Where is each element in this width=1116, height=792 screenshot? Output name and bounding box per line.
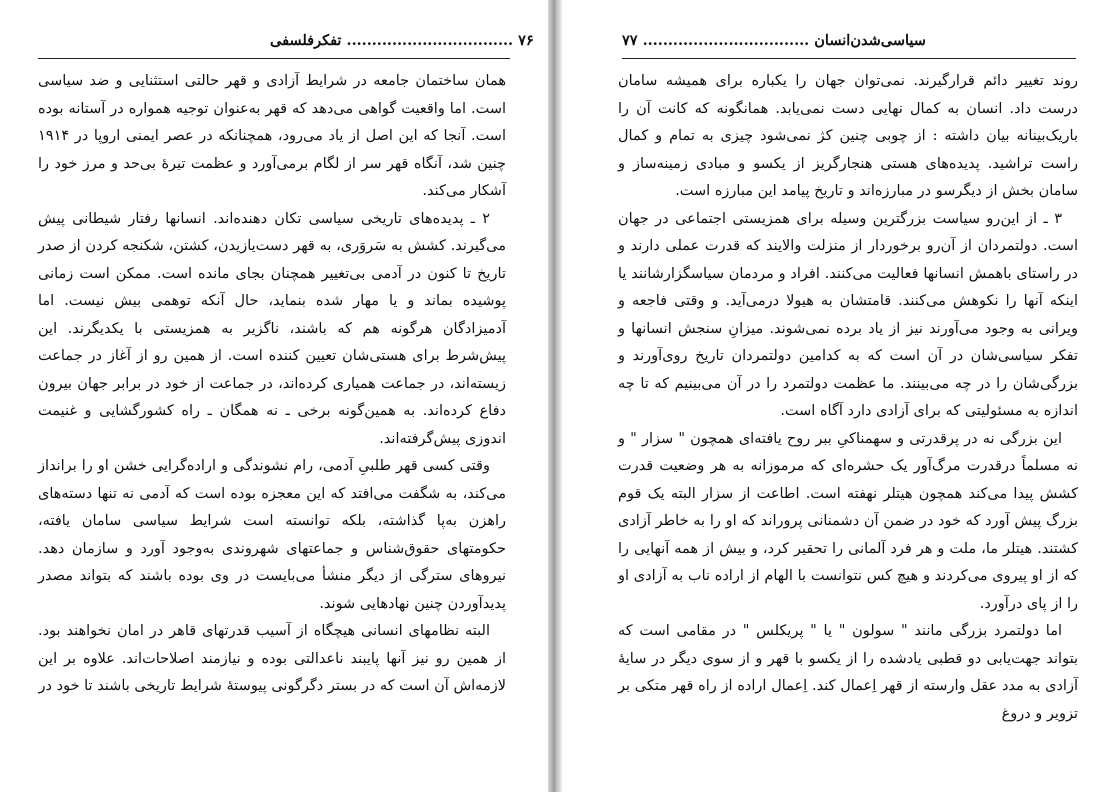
left-paragraph-1: همان ساختمان جامعه در شرایط آزادی و قهر حالتی استثنایی و ضد سیاسی است. اما واقعیت گواهی می‌دهد که قهر به‌عنوان توجیه همواره در آستانه بوده است. آنجا که این اصل از یاد می‌رود، همچنانکه در عصر ایمنی اروپا در ۱۹۱۴ چنین شد، آنگاه قهر سر از لگام برمی‌آورد و عظمت تیرهٔ بی‌حد و مرز خود را آشکار می‌کند.: [38, 73, 506, 199]
left-header-rule: [38, 58, 510, 59]
right-paragraph-3: این بزرگی نه در پرقدرتی و سهمناکیِ ببر روح یافته‌ای همچون " سزار " و نه مسلماً درقدرت مرگ‌آور یک حشره‌ای که مرموزانه به هر وضعیت قدرت کشش پیدا می‌کند همچون هیتلر نهفته است. اطاعت از سزار البته یک قوم بزرگ پیش آورد که خود در ضمن آن دشمنانی پروراند که او را به خاطر آزادی کشتند. هیتلر ما، ملت و هر فرد آلمانی را تحقیر کرد، و بیش از همه آنهایی را که از او پیروی می‌کردند و هیچ کس نتوانست با الهام از اراده ناب به آزادی او را از پای درآورد.: [618, 430, 1079, 612]
right-page: [562, 0, 1116, 792]
left-page: [0, 0, 548, 792]
right-paragraph-2: ۳ ـ از این‌رو سیاست بزرگترین وسیله برای همزیستی اجتماعی در جهان است. دولتمردان از آن‌رو برخوردار از منزلت والایند که قدرت عملی دارند و در راستای باهمش انسانها فعالیت می‌کنند. افراد و مردمان سیاسگزارشانند یا اینکه آنها را نکوهش می‌کنند. قامتشان به هیولا درمی‌آید. و وقتی فاجعه و ویرانی به وجود می‌آورند نیز از یاد برده نمی‌شوند. میزانِ سنجش انسانها و تفکر سیاسی‌شان در آن است که به کدامین دولتمردان تاریخ روی‌آورند و بزرگی‌شان را در چه می‌بینند. ما عظمت دولتمرد را در آن می‌بینیم که تا چه اندازه به مسئولیتی که برای آزادی دارد آگاه است.: [618, 210, 1078, 419]
right-page-body: [618, 68, 1078, 728]
book-gutter: [548, 0, 562, 792]
left-page-header: ۷۶ ................................. تفکرفلسفی: [270, 32, 534, 49]
right-paragraph-1: روند تغییر دائم قرارگیرند. نمی‌توان جهان را یکباره برای همیشه سامان درست داد. انسان به کمال نهایی دست نمی‌یابد. همانگونه که کانت آن را باریک‌بینانه بیان داشته : از چوبی چنین کژ نمی‌شود چیزی به تمام و کمال راست تراشید. پدیده‌های هستی هنجارگریز از یکسو و مبادی زمینه‌ساز و سامان بخش از دیگرسو در مبارزه‌اند و تاریخ پیامد این مبارزه است.: [618, 73, 1078, 199]
right-page-header: سیاسی‌شدن‌انسان ................................. ۷۷: [622, 32, 926, 49]
left-paragraph-2: ۲ ـ پدیده‌های تاریخی سیاسی تکان دهنده‌اند. انسانها رفتار شیطانی پیش می‌گیرند. کشش به سَروَری، به قهر دست‌یازیدن، کشتن، شکنجه کردن از صدر تاریخ تا کنون در آدمی بی‌تغییر همچنان بجای مانده است. ممکن است زمانی پوشیده بماند و یا مهار شده بنماید، حال آنکه توهمی بیش نیست. اما آدمیزادگان هرگونه هم که باشند، ناگزیر به همزیستی با یکدیگرند. این پیش‌شرط برای هستی‌شان تعیین کننده است. از همین رو از آغاز در جماعت زیسته‌اند، در جماعت همیاری کرده‌اند، در جماعت از خود در برابر جهان بیرون دفاع کرده‌اند. به همین‌گونه برخی ـ نه همگان ـ راه کشورگشایی و غنیمت اندوزی پیش‌گرفته‌اند.: [38, 210, 506, 447]
right-paragraph-4: اما دولتمرد بزرگی مانند " سولون " یا " پریکلس " در مقامی است که بتواند جهت‌یابی دو قطبی یادشده را از یکسو با قهر و از سوی دیگر در سایهٔ آزادی به مدد عقل وارسته از قهر اِعمال کند. اِعمال اراده از راه قهر متکی بر تزویر و دروغ: [618, 623, 1078, 722]
left-paragraph-3: وقتی کسی قهر طلبیِ آدمی، رام نشوندگی و اراده‌گرایی خشن او را برانداز می‌کند، به شگفت می‌افتد که این معجزه بوده است که آدمی نه تنها دسته‌های راهزن به‌پا گذاشته، بلکه توانسته است شرایط سیاسی سامان یافته، حکومتهای حقوق‌شناس و جماعتهای شهروندی به‌وجود آورد و سازمان دهد. نیروهای سترگی از دیگر منشأ می‌بایست در وی بوده باشند که بتواند مصدر پدیدآوردن چنین نهادهایی شوند.: [38, 458, 506, 612]
right-header-rule: [622, 58, 1076, 59]
left-paragraph-4: البته نظامهای انسانی هیچگاه از آسیب قدرتهای قاهر در امان نخواهند بود. از همین رو نیز آنها پایبند ناعدالتی بوده و نیازمند اصلاحات‌اند. علاوه بر این لازمه‌اش آن است که در بستر دگرگونی پیوستهٔ شرایط تاریخی باشند تا خود در: [38, 623, 506, 694]
left-page-body: [38, 68, 506, 701]
